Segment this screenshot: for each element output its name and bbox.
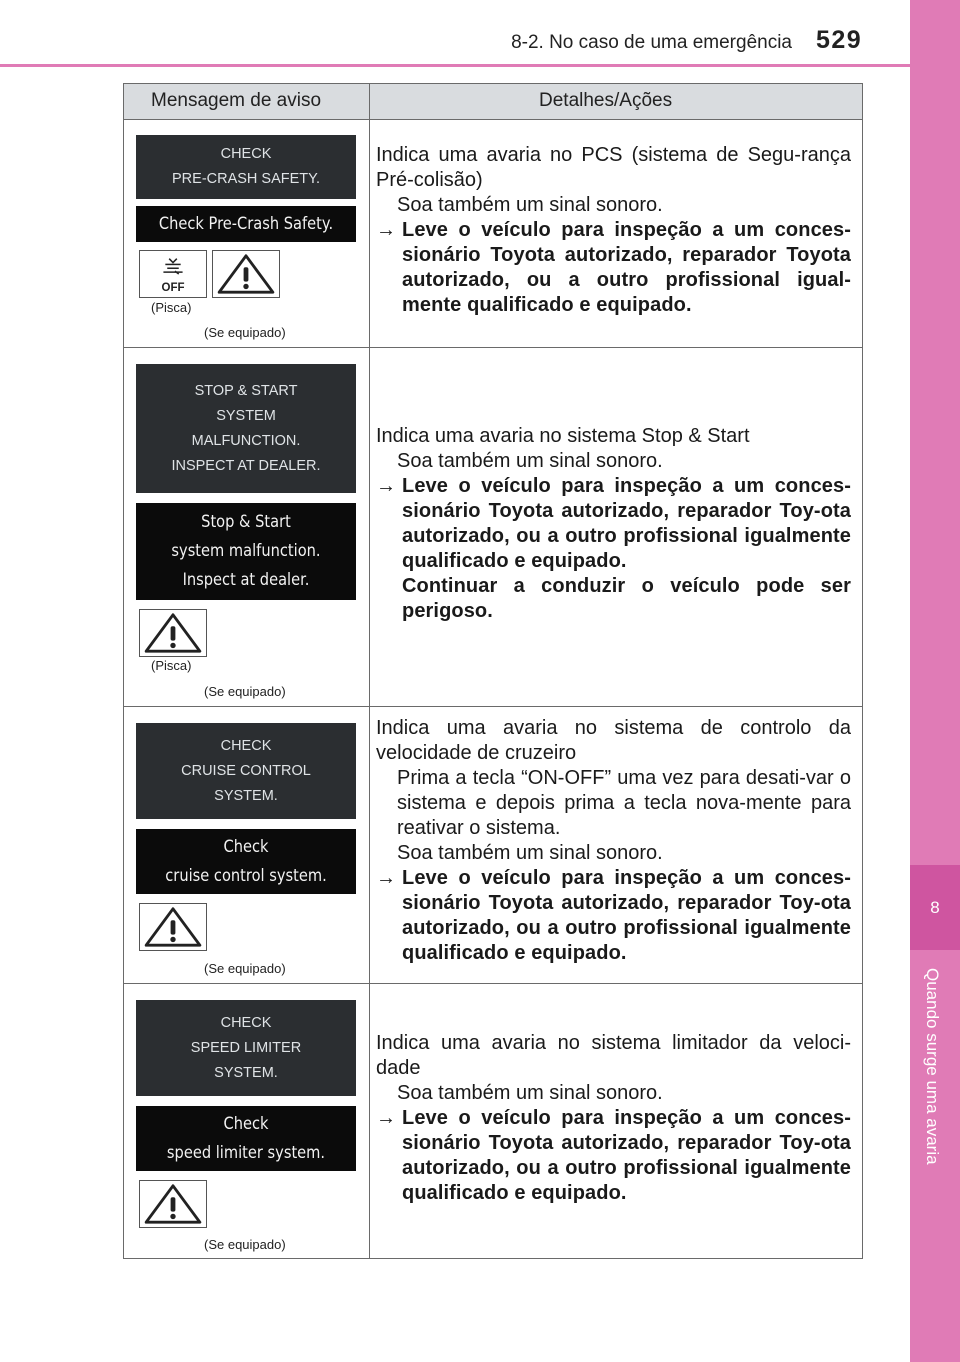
pcs-off-icon bbox=[139, 250, 207, 298]
warning-triangle-icon bbox=[139, 609, 207, 657]
display-message: Stop & Start system malfunction. Inspect at dealer. bbox=[136, 503, 356, 600]
table-header-row bbox=[124, 84, 862, 120]
action-item: → Leve o veículo para inspeção a um conces-sionário Toyota autorizado, reparador Toy-ota autorizado, ou a outro profissional igualmente qualificado e equipado. Continuar a conduzir o veículo pode ser perigoso. bbox=[376, 475, 851, 622]
row-divider bbox=[124, 983, 862, 984]
mid-screen-message: CHECK PRE-CRASH SAFETY. bbox=[136, 135, 356, 199]
warning-triangle-icon bbox=[139, 903, 207, 951]
row-description: Indica uma avaria no PCS (sistema de Segu-rança Pré-colisão) Soa também um sinal sonoro. → Leve o veículo para inspeção a um conces-sionário Toyota autorizado, reparador Toyota autorizado, ou a outro profissional igual-mente qualificado e equipado. bbox=[376, 144, 851, 316]
equipped-caption: (Se equipado) bbox=[204, 684, 286, 699]
warning-triangle-icon bbox=[139, 1180, 207, 1228]
mid-screen-message: CHECK SPEED LIMITER SYSTEM. bbox=[136, 1000, 356, 1096]
blink-caption: (Pisca) bbox=[151, 300, 192, 315]
chapter-side-tab bbox=[910, 0, 960, 1362]
action-item: → Leve o veículo para inspeção a um conces-sionário Toyota autorizado, reparador Toyota autorizado, ou a outro profissional igual-mente qualificado e equipado. bbox=[376, 219, 851, 316]
row-divider bbox=[124, 347, 862, 348]
mid-screen-message: STOP & START SYSTEM MALFUNCTION. INSPECT AT DEALER. bbox=[136, 364, 356, 493]
chapter-number: 8 bbox=[930, 898, 940, 917]
equipped-caption: (Se equipado) bbox=[204, 325, 286, 340]
arrow-icon: → bbox=[376, 867, 397, 889]
column-divider bbox=[369, 84, 370, 1258]
action-item: → Leve o veículo para inspeção a um conces-sionário Toyota autorizado, reparador Toy-ota autorizado, ou a outro profissional igualmente qualificado e equipado. bbox=[376, 1107, 851, 1204]
display-message: Check cruise control system. bbox=[136, 829, 356, 894]
header-rule bbox=[0, 64, 910, 67]
column-header-warning: Mensagem de aviso bbox=[151, 90, 322, 111]
section-title: 8-2. No caso de uma emergência bbox=[511, 32, 792, 53]
svg-text:OFF: OFF bbox=[161, 282, 185, 295]
row-description: Indica uma avaria no sistema Stop & Start Soa também um sinal sonoro. → Leve o veículo para inspeção a um conces-sionário Toyota autorizado, reparador Toy-ota autorizado, ou a outro profissional igualmente qualificado e equipado. Continuar a conduzir o veículo pode ser perigoso. bbox=[376, 425, 851, 622]
action-item: → Leve o veículo para inspeção a um conces-sionário Toyota autorizado, reparador Toy-ota autorizado, ou a outro profissional igualmente qualificado e equipado. bbox=[376, 867, 851, 964]
row-description: Indica uma avaria no sistema de controlo da velocidade de cruzeiro Prima a tecla “ON-OFF” uma vez para desati-var o sistema e depois prima a tecla nova-mente para reativar o sistema. Soa também um sinal sonoro. → Leve o veículo para inspeção a um conces-sionário Toyota autorizado, reparador Toy-ota autorizado, ou a outro profissional igualmente qualificado e equipado. bbox=[376, 717, 851, 964]
column-header-details: Detalhes/Ações bbox=[539, 90, 673, 111]
display-message: Check speed limiter system. bbox=[136, 1106, 356, 1171]
mid-screen-message: CHECK CRUISE CONTROL SYSTEM. bbox=[136, 723, 356, 819]
row-description: Indica uma avaria no sistema limitador da veloci-dade Soa também um sinal sonoro. → Leve o veículo para inspeção a um conces-sionário Toyota autorizado, reparador Toy-ota autorizado, ou a outro profissional igualmente qualificado e equipado. bbox=[376, 1032, 851, 1204]
arrow-icon: → bbox=[376, 475, 397, 497]
display-message: Check Pre-Crash Safety. bbox=[136, 206, 356, 242]
equipped-caption: (Se equipado) bbox=[204, 961, 286, 976]
blink-caption: (Pisca) bbox=[151, 658, 192, 673]
warning-triangle-icon bbox=[212, 250, 280, 298]
equipped-caption: (Se equipado) bbox=[204, 1237, 286, 1252]
row-divider bbox=[124, 706, 862, 707]
arrow-icon: → bbox=[376, 219, 397, 241]
page-number: 529 bbox=[816, 26, 863, 54]
chapter-title: Quando surge uma avaria bbox=[923, 968, 942, 1165]
arrow-icon: → bbox=[376, 1107, 397, 1129]
